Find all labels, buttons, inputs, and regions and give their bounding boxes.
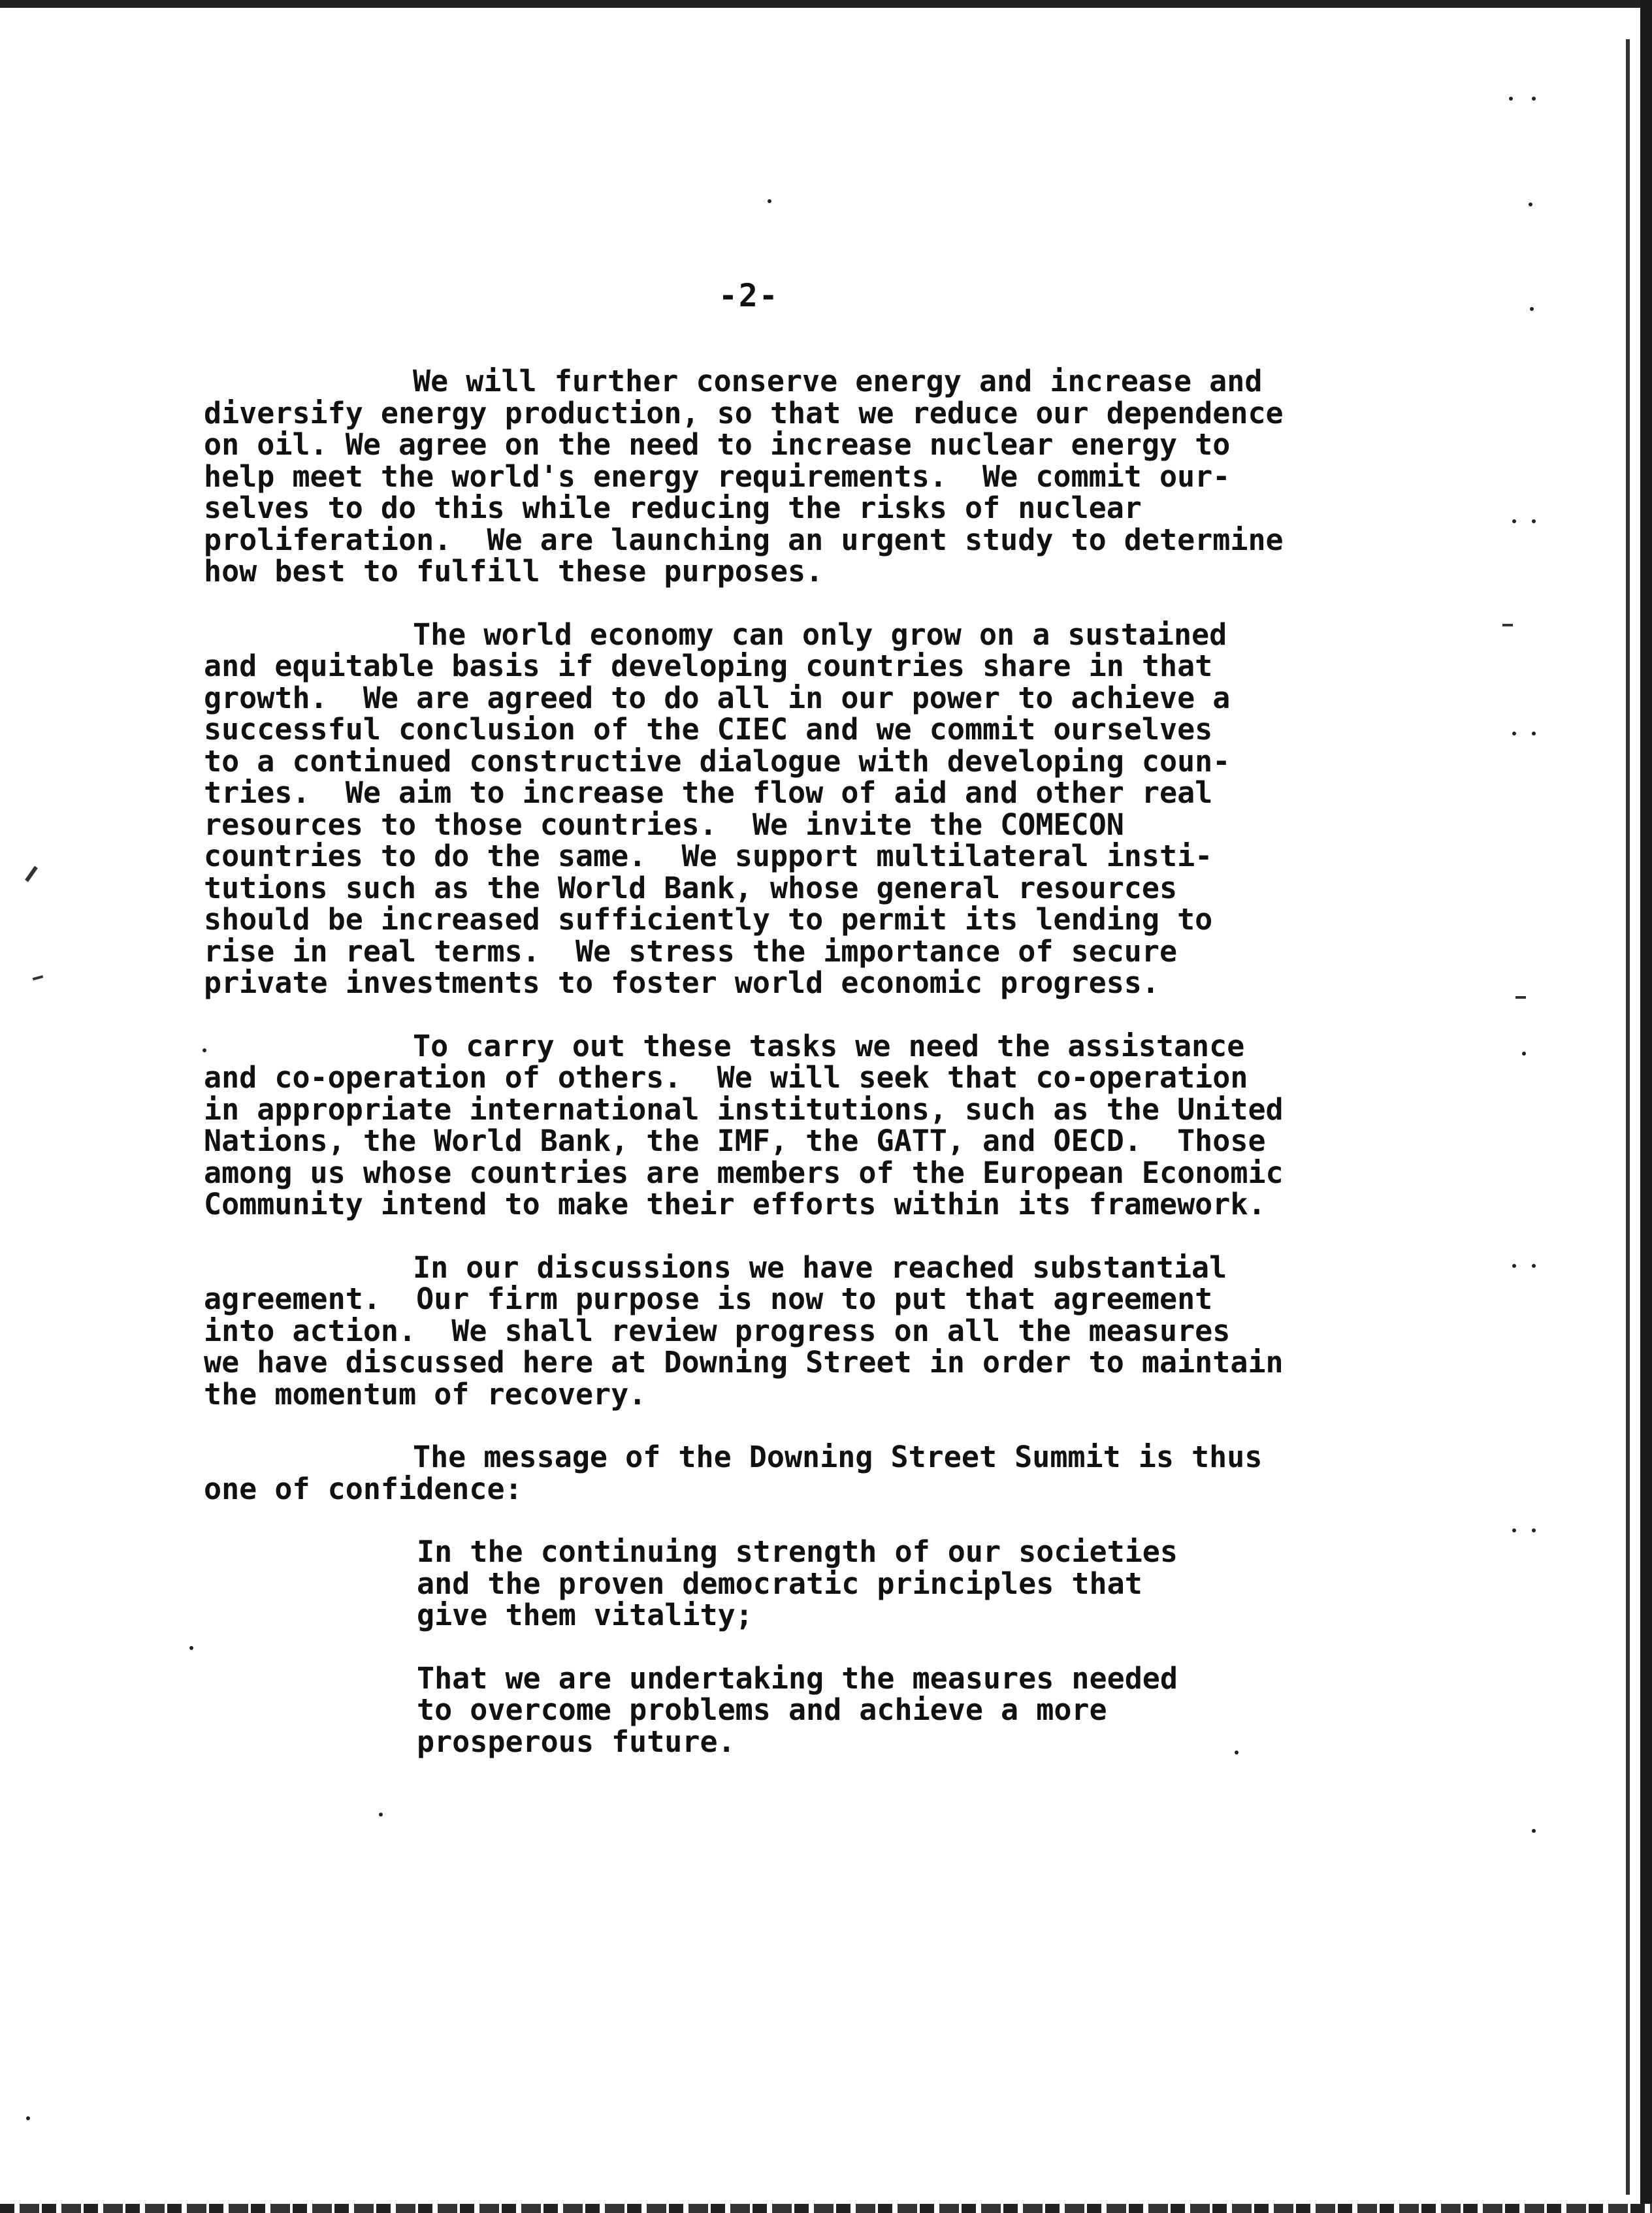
scan-mark [25,866,38,882]
scan-mark [1502,624,1513,626]
paragraph-discussions: In our discussions we have reached substantial agreement. Our firm purpose is now to put that agreement into action. We shall review progress on all the measures we have discussed here at Downing Street in order to maintain the momentum of recovery. [204,1250,1284,1412]
subparagraph-societies: In the continuing strength of our societies and the proven democratic principles that give them vitality; [417,1534,1178,1632]
scan-edge-top [0,0,1652,8]
scan-speck [768,199,771,203]
scan-speck [1512,732,1516,735]
scan-speck [1522,1052,1526,1056]
paragraph-cooperation: To carry out these tasks we need the assistance and co-operation of others. We will seek that co-operation in appropriate international institutions, such as the United Nations, the World Bank, the IMF, the GATT, and OECD. Those among us whose countries are members of the European Economic Community intend to make their efforts within its framework. [204,1028,1284,1221]
scan-speck [1512,1264,1516,1268]
scan-speck [379,1813,383,1817]
scan-speck [1532,732,1536,735]
scan-speck [1532,1829,1536,1833]
paragraph-energy: We will further conserve energy and increase and diversify energy production, so that we reduce our dependence on oil. We agree on the need to increase nuclear energy to help meet the world's energy requirements. We commit our- selves to do this while reducing the risks of nuclear proliferation. We are launching an urgent study to determine how best to fulfill these purposes. [204,364,1284,589]
scan-speck [189,1646,193,1650]
paragraph-summit-message: The message of the Downing Street Summit is thus one of confidence: [204,1440,1263,1506]
subparagraph-measures: That we are undertaking the measures needed to overcome problems and achieve a more prosperous future. [417,1660,1178,1759]
scan-speck [1530,307,1534,311]
scan-speck [1532,1264,1536,1268]
scan-edge-bottom [0,2204,1652,2213]
scan-speck [1512,519,1516,523]
scan-edge-right-inner [1626,39,1630,2195]
document-body [204,366,1393,1789]
scan-speck [1532,1528,1536,1532]
scan-speck [1529,202,1532,206]
scan-mark [1515,996,1526,999]
page-number: -2- [719,278,779,314]
paragraph-world-economy: The world economy can only grow on a sustained and equitable basis if developing countries share in that growth. We are agreed to do all in our power to achieve a successful conclusion of the CIEC and we commit ourselves to a continued constructive dialogue with developing coun- tries. We aim to increase the flow of aid and other real resources to those countries. We invite the COMECON countries to do the same. We support multilateral insti- tutions such as the World Bank, whose general resources should be increased sufficiently to permit its lending to rise in real terms. We stress the importance of secure private investments to foster world economic progress. [204,617,1231,1000]
scan-speck [1532,519,1536,523]
scan-speck [1512,1528,1516,1532]
scan-mark [33,975,43,980]
scan-speck [1509,97,1513,101]
scan-edge-right [1640,0,1652,2213]
scan-speck [1532,97,1536,101]
scan-speck [26,2116,30,2120]
